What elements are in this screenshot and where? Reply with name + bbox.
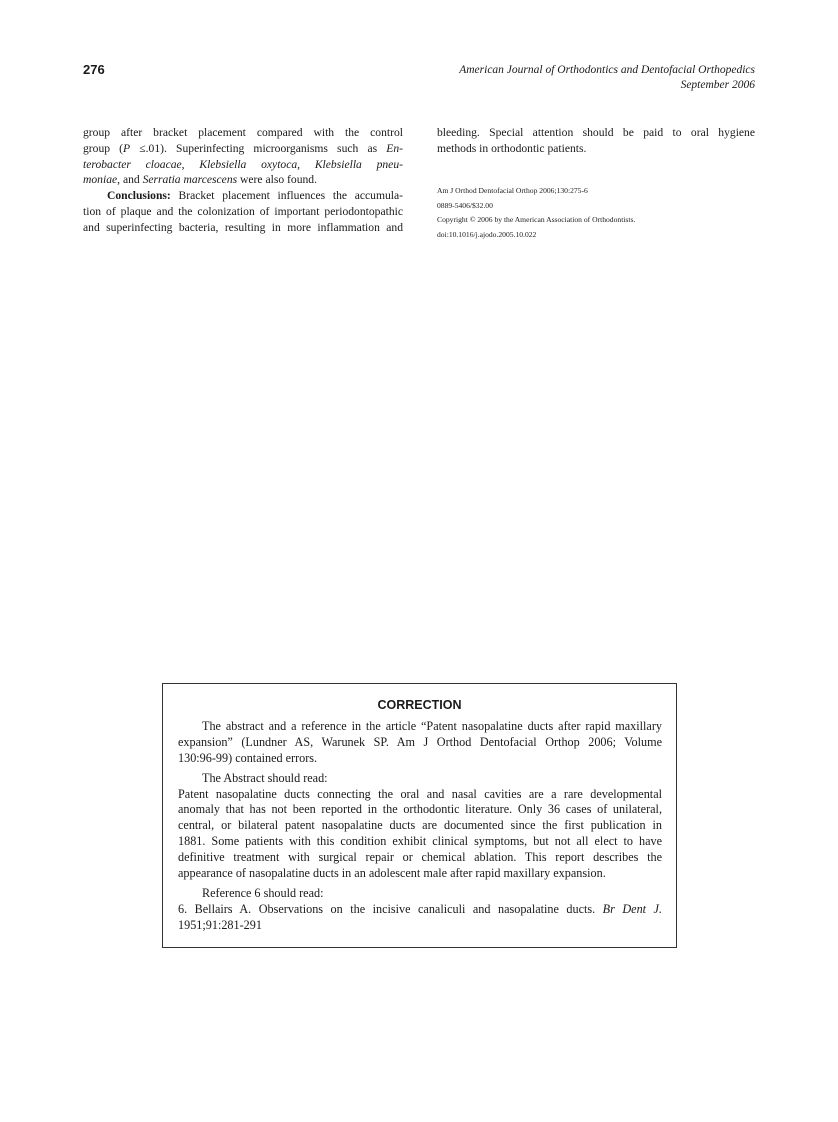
text-line (83, 125, 403, 141)
running-header (459, 63, 755, 93)
text-segment: Serratia marcescens (142, 173, 238, 187)
text-segment: 1881. Some patients with this condition exhibit clinical symptoms, but not all elect to have (178, 834, 662, 849)
journal-title: American Journal of Orthodontics and Dentofacial Orthopedics (459, 64, 755, 76)
text-line (178, 818, 662, 834)
text-line (437, 125, 755, 141)
citation-line: Am J Orthod Dentofacial Orthop 2006;130:275-6 (437, 186, 588, 195)
doi-line: doi:10.1016/j.ajodo.2005.10.022 (437, 229, 537, 239)
text-segment: Patent nasopalatine ducts connecting the oral and nasal cavities are a rare developmental (178, 786, 662, 801)
text-line (178, 771, 662, 787)
citation-block (437, 184, 635, 242)
text-line (178, 719, 662, 735)
correction-box (162, 683, 677, 948)
text-line (178, 802, 662, 818)
text-segment: ≤.01). Superinfecting microorganisms such as (130, 141, 387, 155)
issue-date: September 2006 (680, 79, 755, 91)
text-segment: group after bracket placement compared with the control (83, 126, 403, 139)
abstract-left-column (83, 125, 403, 236)
text-line (83, 172, 403, 188)
text-line (178, 918, 662, 934)
text-line (178, 834, 662, 850)
text-segment: , and (117, 173, 143, 187)
text-segment: expansion” (Lundner AS, Warunek SP. Am J Orthod Dentofacial Orthop 2006; Volume (178, 734, 662, 749)
text-segment: anomaly that has not been reported in the orthodontic literature. Only 36 cases of unilateral, (178, 802, 662, 817)
correction-paragraph (178, 719, 662, 766)
correction-paragraph (178, 771, 662, 882)
text-segment: were also found. (237, 173, 317, 187)
text-segment: 6. Bellairs A. Observations on the incisive canaliculi and nasopalatine ducts. (178, 901, 603, 916)
correction-title: CORRECTION (377, 698, 462, 712)
text-line (178, 886, 662, 902)
text-segment: tion of plaque and the colonization of important periodontopathic (83, 204, 403, 218)
text-line (178, 850, 662, 866)
text-segment: 1951;91:281-291 (178, 917, 262, 932)
text-line (178, 902, 662, 918)
text-line (83, 157, 403, 173)
text-line (178, 735, 662, 751)
text-line (83, 141, 403, 157)
text-line (437, 141, 755, 157)
page-number: 276 (83, 62, 105, 77)
issn-line: 0889-5406/$32.00 (437, 200, 493, 210)
text-segment: group ( (83, 141, 124, 155)
correction-paragraph (178, 886, 662, 933)
text-segment: terobacter cloacae, Klebsiella oxytoca, Klebsiella pneu- (83, 157, 403, 171)
text-segment: En- (386, 141, 403, 155)
text-segment: Br Dent J. (602, 901, 663, 916)
text-line (83, 220, 403, 236)
text-segment: Reference 6 should read: (202, 885, 324, 900)
text-line (178, 866, 662, 882)
text-line (178, 751, 662, 767)
text-segment: P (123, 141, 131, 155)
text-line (178, 787, 662, 803)
correction-body (178, 719, 662, 933)
text-segment: Bracket placement influences the accumula- (170, 189, 403, 203)
text-segment: 130:96-99) contained errors. (178, 750, 318, 765)
text-segment: methods in orthodontic patients. (437, 141, 587, 155)
text-segment: Conclusions: (107, 189, 171, 203)
abstract-right-column (437, 125, 755, 157)
text-line (83, 204, 403, 220)
text-segment: definitive treatment with surgical repair or chemical ablation. This report describes the (178, 849, 662, 864)
copyright-line: Copyright © 2006 by the American Association of Orthodontists. (437, 215, 636, 224)
text-segment: The Abstract should read: (202, 770, 328, 785)
text-line (83, 188, 403, 204)
text-segment: The abstract and a reference in the article “Patent nasopalatine ducts after rapid maxillary (202, 719, 662, 733)
text-segment: and superinfecting bacteria, resulting in more inflammation and (83, 220, 403, 234)
text-segment: central, or bilateral patent nasopalatine ducts are documented since the first publication in (178, 818, 662, 833)
text-segment: bleeding. Special attention should be paid to oral hygiene (437, 126, 755, 139)
text-segment: moniae (83, 173, 118, 187)
text-segment: appearance of nasopalatine ducts in an adolescent male after rapid maxillary expansion. (178, 865, 606, 880)
